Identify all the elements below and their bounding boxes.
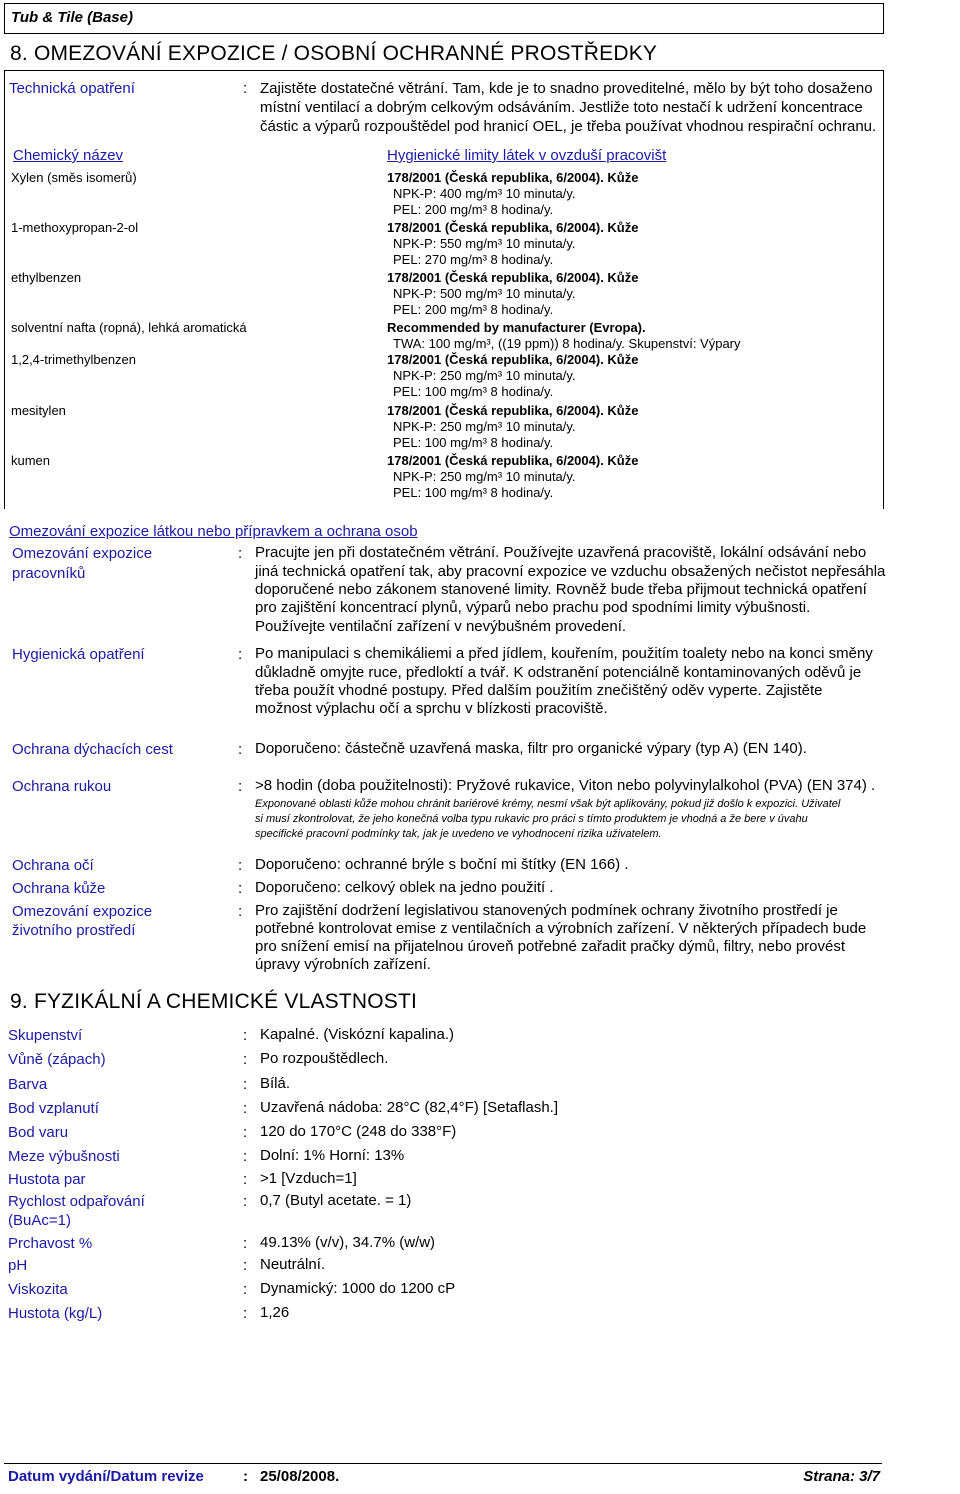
property-value: Uzavřená nádoba: 28°C (82,4°F) [Setaflash.]	[260, 1099, 558, 1116]
colon: :	[238, 857, 243, 874]
limit-pel: PEL: 270 mg/m³ 8 hodina/y.	[393, 252, 554, 267]
technical-measures-label: Technická opatření	[9, 80, 135, 97]
section-9-title: 9. FYZIKÁLNÍ A CHEMICKÉ VLASTNOSTI	[10, 990, 418, 1013]
property-value: Neutrální.	[260, 1256, 326, 1273]
property-label: Bod vzplanutí	[8, 1100, 99, 1117]
chemical-name: Xylen (směs isomerů)	[11, 170, 137, 185]
colon: :	[243, 1171, 248, 1188]
hygiene-measures-label: Hygienická opatření	[12, 646, 145, 663]
limit-npk: NPK-P: 250 mg/m³ 10 minuta/y.	[393, 469, 576, 484]
workers-exposure-label: Omezování expozice	[12, 545, 153, 562]
property-value: Po rozpouštědlech.	[260, 1050, 389, 1067]
workers-text-line: Používejte ventilační zařízení v nevýbušném provedení.	[255, 618, 627, 635]
document-header	[4, 3, 884, 34]
environment-exposure-label: Omezování expozice	[12, 903, 153, 920]
exposure-controls-heading: Omezování expozice látkou nebo přípravkem a ochrana osob	[9, 523, 418, 540]
colon: :	[243, 1257, 248, 1274]
property-value: 1,26	[260, 1304, 290, 1321]
section-8-title: 8. OMEZOVÁNÍ EXPOZICE / OSOBNÍ OCHRANNÉ PROSTŘEDKY	[10, 42, 658, 65]
limit-pel: PEL: 200 mg/m³ 8 hodina/y.	[393, 302, 554, 317]
property-value: 0,7 (Butyl acetate. = 1)	[260, 1192, 412, 1209]
property-label: Meze výbušnosti	[8, 1148, 120, 1165]
column-hygiene-limits: Hygienické limity látek v ovzduší pracovišt	[387, 147, 667, 164]
column-chemical-name: Chemický název	[13, 147, 124, 164]
workers-text-line: pro zajištění koncentrací plynů, výparů nebo prachu pod spodními limity výbušnosti.	[255, 599, 811, 616]
property-label: Hustota (kg/L)	[8, 1305, 103, 1322]
hygiene-text-line: možnost výplachu očí a sprchu v blízkosti pracoviště.	[255, 700, 608, 717]
colon: :	[243, 1193, 248, 1210]
environment-text-line: úpravy výrobních zařízení.	[255, 956, 431, 973]
environment-text-line: potřebné kontrolovat emise z ventilačních a výrobních zařízení. V některých případech bude	[255, 920, 867, 937]
environment-text-line: Pro zajištění dodržení legislativou stanovených podmínek ochrany životního prostředí je	[255, 902, 838, 919]
workers-exposure-label-2: pracovníků	[12, 565, 86, 582]
colon: :	[243, 80, 248, 97]
property-label: Barva	[8, 1076, 48, 1093]
property-label: Vůně (zápach)	[8, 1051, 106, 1068]
workers-text-line: Pracujte jen při dostatečném větrání. Používejte uzavřená pracoviště, lokální odsávání nebo	[255, 544, 867, 561]
hand-protection-note: si musí zkontrolovat, že jeho konečná volba typu rukavic pro práci s tímto produktem je vhodná a že bere v úvahu	[255, 813, 808, 825]
hand-protection-note: specifické pracovní podmínky tak, jak je uvedeno ve vyhodnocení rizika uživatelem.	[255, 828, 662, 840]
colon: :	[243, 1281, 248, 1298]
limit-npk: NPK-P: 250 mg/m³ 10 minuta/y.	[393, 368, 576, 383]
skin-protection-label: Ochrana kůže	[12, 880, 106, 897]
colon: :	[243, 1124, 248, 1141]
workers-text-line: doporučené nebo zákonem stanovené limity. Rovněž bude třeba přijmout technická opatření	[255, 581, 867, 598]
property-label: Prchavost %	[8, 1235, 93, 1252]
colon: :	[238, 545, 243, 562]
property-label-2: (BuAc=1)	[8, 1212, 71, 1229]
hygiene-text-line: třeba použít vhodné postupy. Před dalším použitím znečištěný oděv vyperte. Zajistěte	[255, 682, 823, 699]
footer-date-value: 25/08/2008.	[260, 1468, 340, 1485]
chemical-name: 1-methoxypropan-2-ol	[11, 220, 139, 235]
limit-npk: NPK-P: 500 mg/m³ 10 minuta/y.	[393, 286, 576, 301]
colon: :	[243, 1027, 248, 1044]
property-label: Viskozita	[8, 1281, 68, 1298]
limit-twa: TWA: 100 mg/m³, ((19 ppm)) 8 hodina/y. Skupenství: Výpary	[393, 336, 741, 351]
colon: :	[238, 903, 243, 920]
property-value: 120 do 170°C (248 do 338°F)	[260, 1123, 457, 1140]
property-label: Hustota par	[8, 1171, 86, 1188]
product-title: Tub & Tile (Base)	[11, 9, 133, 26]
technical-measures-line: Zajistěte dostatečné větrání. Tam, kde je to snadno proveditelné, mělo by být toho dosaženo	[260, 80, 873, 97]
chemical-name: ethylbenzen	[11, 270, 82, 285]
limit-source: 178/2001 (Česká republika, 6/2004). Kůže	[387, 220, 639, 235]
colon: :	[238, 880, 243, 897]
respiratory-protection-label: Ochrana dýchacích cest	[12, 741, 173, 758]
limit-source: 178/2001 (Česká republika, 6/2004). Kůže	[387, 270, 639, 285]
property-value: Dynamický: 1000 do 1200 cP	[260, 1280, 456, 1297]
property-label: Skupenství	[8, 1027, 83, 1044]
technical-measures-line: místní ventilací a dobrým celkovým odsáváním. Jestliže toto nestačí k udržení koncentrace	[260, 99, 863, 116]
limit-source: Recommended by manufacturer (Evropa).	[387, 320, 646, 335]
hygiene-text-line: důkladně omyjte ruce, předloktí a tvář. K odstranění potenciálně kontaminovaných oděvů je	[255, 664, 862, 681]
limit-pel: PEL: 200 mg/m³ 8 hodina/y.	[393, 202, 554, 217]
limit-source: 178/2001 (Česká republika, 6/2004). Kůže	[387, 453, 639, 468]
colon: :	[243, 1051, 248, 1068]
workers-text-line: jiná technická opatření tak, aby pracovní expozice ve vzduchu obsažených nečistot nepřesáhla	[255, 563, 886, 580]
limit-pel: PEL: 100 mg/m³ 8 hodina/y.	[393, 435, 554, 450]
colon: :	[243, 1468, 248, 1485]
property-value: Bílá.	[260, 1075, 291, 1092]
technical-measures-line: částic a výparů rozpouštědel pod hranicí OEL, je třeba používat vhodnou respirační ochranu.	[260, 118, 877, 135]
limit-npk: NPK-P: 400 mg/m³ 10 minuta/y.	[393, 186, 576, 201]
respiratory-protection-text: Doporučeno: částečně uzavřená maska, filtr pro organické výpary (typ A) (EN 140).	[255, 740, 807, 757]
limit-source: 178/2001 (Česká republika, 6/2004). Kůže	[387, 170, 639, 185]
environment-text-line: pro snížení emisí na přijatelnou úroveň potřebné zařadit pračky dýmů, filtry, nebo provést	[255, 938, 846, 955]
limit-npk: NPK-P: 550 mg/m³ 10 minuta/y.	[393, 236, 576, 251]
colon: :	[243, 1148, 248, 1165]
colon: :	[243, 1235, 248, 1252]
property-label: Bod varu	[8, 1124, 69, 1141]
chemical-name: solventní nafta (ropná), lehká aromatická	[11, 320, 247, 335]
chemical-name: 1,2,4-trimethylbenzen	[11, 352, 137, 367]
limit-pel: PEL: 100 mg/m³ 8 hodina/y.	[393, 384, 554, 399]
chemical-name: kumen	[11, 453, 51, 468]
skin-protection-text: Doporučeno: celkový oblek na jedno použití .	[255, 879, 554, 896]
hand-protection-text: >8 hodin (doba použitelnosti): Pryžové rukavice, Viton nebo polyvinylalkohol (PVA) (EN 374) .	[255, 777, 876, 794]
page-number: Strana: 3/7	[803, 1468, 880, 1485]
colon: :	[243, 1100, 248, 1117]
colon: :	[238, 646, 243, 663]
eye-protection-label: Ochrana očí	[12, 857, 94, 874]
property-value: Dolní: 1% Horní: 13%	[260, 1147, 405, 1164]
property-label: pH	[8, 1257, 28, 1274]
limit-source: 178/2001 (Česká republika, 6/2004). Kůže	[387, 403, 639, 418]
property-value: >1 [Vzduch=1]	[260, 1170, 357, 1187]
colon: :	[243, 1076, 248, 1093]
footer-date-label: Datum vydání/Datum revize	[8, 1468, 204, 1485]
colon: :	[238, 778, 243, 795]
property-label: Rychlost odpařování	[8, 1193, 145, 1210]
limit-source: 178/2001 (Česká republika, 6/2004). Kůže	[387, 352, 639, 367]
eye-protection-text: Doporučeno: ochranné brýle s boční mi štítky (EN 166) .	[255, 856, 629, 873]
limit-npk: NPK-P: 250 mg/m³ 10 minuta/y.	[393, 419, 576, 434]
limit-pel: PEL: 100 mg/m³ 8 hodina/y.	[393, 485, 554, 500]
property-value: Kapalné. (Viskózní kapalina.)	[260, 1026, 455, 1043]
property-value: 49.13% (v/v), 34.7% (w/w)	[260, 1234, 436, 1251]
footer	[4, 1462, 882, 1490]
colon: :	[243, 1305, 248, 1322]
hand-protection-label: Ochrana rukou	[12, 778, 112, 795]
hand-protection-note: Exponované oblasti kůže mohou chránit bariérové krémy, nesmí však být aplikovány, pokud již došlo k expozici. Uživatel	[255, 798, 841, 810]
environment-exposure-label-2: životního prostředí	[12, 922, 136, 939]
colon: :	[238, 741, 243, 758]
chemical-name: mesitylen	[11, 403, 66, 418]
hygiene-text-line: Po manipulaci s chemikáliemi a před jídlem, kouřením, použitím toalety nebo na konci směny	[255, 645, 873, 662]
